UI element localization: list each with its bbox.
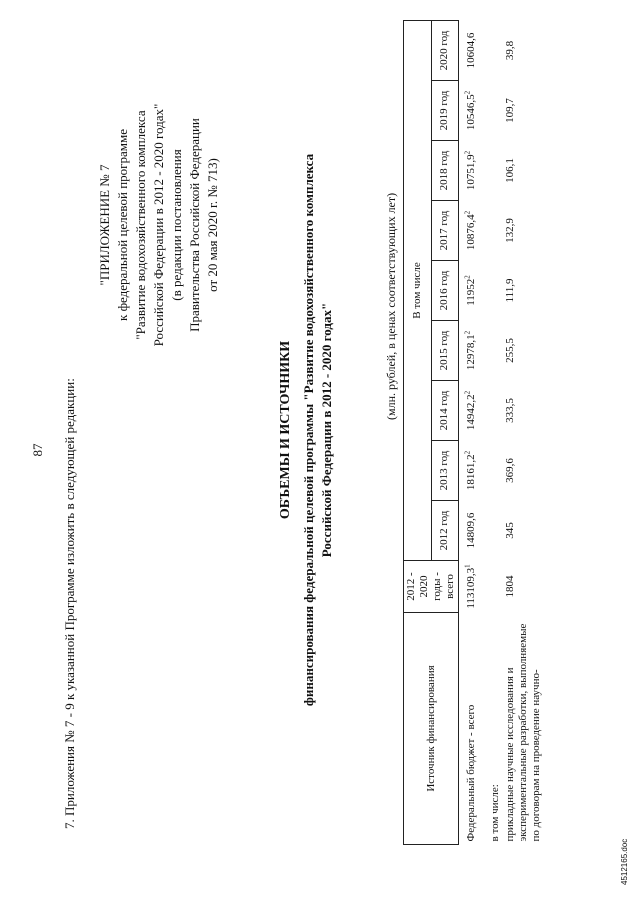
- table-row: [459, 20, 480, 844]
- value-cell: [503, 441, 544, 501]
- value-cell: [459, 501, 480, 561]
- subtitle-line: финансирования федеральной целевой программы "Развитие водохозяйственного комплекса: [301, 153, 316, 707]
- cell-value: 132,9: [504, 218, 516, 243]
- value-cell: [459, 20, 480, 80]
- cell-value: 369,6: [504, 458, 516, 483]
- footnote-mark: 2: [463, 450, 472, 455]
- cell-value: 106,1: [504, 158, 516, 183]
- cell-value: 1804: [504, 575, 516, 598]
- header-year: 2012 год: [431, 501, 459, 561]
- value-cell: [503, 141, 544, 201]
- annex-line: Российской Федерации в 2012 - 2020 годах": [151, 103, 166, 347]
- cell-value: 18161,2: [465, 454, 477, 491]
- document-subtitle: [300, 15, 336, 845]
- cell-value: 39,8: [504, 40, 516, 61]
- cell-value: 10751,9: [465, 154, 477, 191]
- header-year: 2019 год: [431, 81, 459, 141]
- value-cell: [503, 381, 544, 441]
- value-cell: [503, 561, 544, 613]
- table-body: [459, 20, 545, 844]
- document-title: ОБЪЕМЫ И ИСТОЧНИКИ: [278, 340, 293, 520]
- cell-value: 10604,6: [465, 32, 477, 69]
- cell-value: 109,7: [504, 98, 516, 123]
- cell-value: 14942,2: [465, 394, 477, 431]
- table-row: [479, 20, 503, 844]
- annex-line: от 20 мая 2020 г. № 713): [205, 158, 220, 292]
- value-cell: [459, 201, 480, 261]
- annex-line: "ПРИЛОЖЕНИЕ № 7: [97, 164, 112, 286]
- header-year: 2014 год: [431, 381, 459, 441]
- cell-value: 255,5: [504, 338, 516, 363]
- footnote-mark: 2: [463, 390, 472, 395]
- cell-value: 333,5: [504, 398, 516, 423]
- value-cell: [459, 81, 480, 141]
- row-label: прикладные научные исследования и экспериментальные разработки, выполняемые по договорам на проведение научно-: [504, 623, 542, 842]
- header-source: Источник финансирования: [404, 613, 459, 845]
- cell-value: 14809,6: [465, 512, 477, 549]
- value-cell: [503, 20, 544, 80]
- header-year: 2020 год: [431, 20, 459, 80]
- cell-value: 113109,3: [465, 567, 477, 609]
- cell-value: 345: [504, 522, 516, 539]
- units-note: (млн. рублей, в ценах соответствующих лет): [384, 192, 398, 420]
- header-year: 2013 год: [431, 441, 459, 501]
- cell-value: 11952: [465, 278, 477, 306]
- value-cell: [459, 261, 480, 321]
- annex-header: [96, 60, 222, 390]
- value-cell: [503, 501, 544, 561]
- header-total: 2012 - 2020 годы - всего: [404, 561, 459, 613]
- row-label: Федеральный бюджет - всего: [465, 704, 477, 842]
- financing-table: [403, 20, 544, 845]
- annex-line: "Развитие водохозяйственного комплекса: [133, 110, 148, 340]
- footnote-mark: 1: [463, 564, 472, 568]
- subtitle-line: Российской Федерации в 2012 - 2020 годах": [319, 302, 334, 558]
- header-year: 2016 год: [431, 261, 459, 321]
- annex-line: к федеральной целевой программе: [115, 129, 130, 321]
- value-cell: [459, 141, 480, 201]
- value-cell: [459, 321, 480, 381]
- header-including: В том числе: [404, 20, 432, 560]
- header-year: 2018 год: [431, 141, 459, 201]
- footnote-mark: 2: [463, 150, 472, 155]
- value-cell: [503, 81, 544, 141]
- footer-filename: 4512165.doc: [620, 838, 629, 885]
- value-cell: [503, 321, 544, 381]
- page-number: 87: [30, 443, 45, 457]
- annex-line: (в редакции постановления: [169, 149, 184, 301]
- cell-value: 10546,5: [465, 94, 477, 131]
- footnote-mark: 2: [463, 330, 472, 335]
- header-year: 2017 год: [431, 201, 459, 261]
- intro-text: 7. Приложения № 7 - 9 к указанной Программе изложить в следующей редакции:: [62, 378, 77, 829]
- value-cell: [503, 201, 544, 261]
- value-cell: [459, 381, 480, 441]
- header-year: 2015 год: [431, 321, 459, 381]
- cell-value: 12978,1: [465, 334, 477, 371]
- footnote-mark: 2: [463, 90, 472, 95]
- cell-value: 111,9: [504, 278, 516, 303]
- value-cell: [503, 261, 544, 321]
- annex-line: Правительства Российской Федерации: [187, 118, 202, 332]
- footnote-mark: 2: [463, 210, 472, 215]
- footnote-mark: 2: [463, 275, 472, 279]
- value-cell: [459, 561, 480, 613]
- row-label: в том числе:: [489, 784, 501, 842]
- table-row: [503, 20, 544, 844]
- value-cell: [459, 441, 480, 501]
- cell-value: 10876,4: [465, 214, 477, 251]
